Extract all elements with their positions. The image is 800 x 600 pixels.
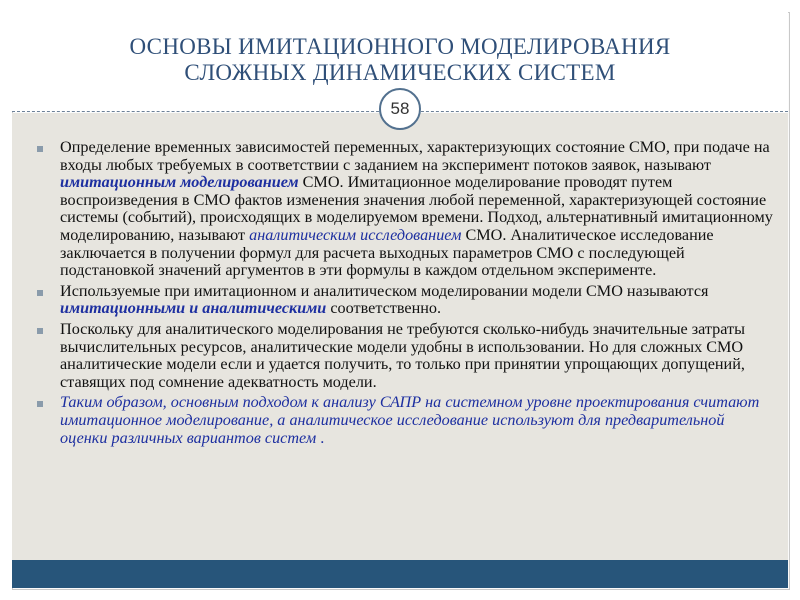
bullet-item-3	[34, 321, 774, 391]
bullet-1-text-c: СМО. Аналитическое исследование заключается в получении формул для расчета выходных параметров СМО с последующей подстановкой значений аргументов в эти формулы в каждом отдельном эксперименте.	[60, 225, 714, 280]
bullet-item-4	[34, 394, 774, 447]
footer-bar	[12, 560, 788, 588]
bullet-2-text-b: соответственно.	[326, 299, 442, 318]
bullet-item-2	[34, 283, 774, 318]
bullet-2-text-a: Используемые при имитационном и аналитическом моделировании модели СМО называются	[60, 281, 709, 300]
slide-title	[12, 34, 788, 86]
term-simulation-and-analytical: имитационными и аналитическими	[60, 299, 327, 318]
bullet-1-text-b: СМО. Имитационное моделирование проводят путем воспроизведения в СМО фактов изменения значения любой переменной, характеризующей состояние системы (событий), происходящих в моделируемом времени. Подход, альтернативный имитационному моделированию, называют	[60, 173, 773, 244]
content-panel	[12, 113, 788, 560]
term-analytical-research: аналитическим исследованием	[249, 225, 462, 244]
bullet-marker-icon	[37, 146, 43, 152]
title-line-1: ОСНОВЫ ИМИТАЦИОННОГО МОДЕЛИРОВАНИЯ	[129, 34, 671, 59]
bullet-4-tail: .	[316, 428, 325, 447]
bullet-4-text: Таким образом, основным подходом к анализу САПР на системном уровне проектирования считают имитационное моделирование, а аналитическое исследование используют для предварительной оценки различных вариантов систем	[60, 393, 760, 447]
bullet-1-text-a: Определение временных зависимостей переменных, характеризующих состояние СМО, при подаче на входы любых требуемых в соответствии с заданием на эксперимент потоков заявок, называют	[60, 138, 770, 174]
term-simulation-modeling: имитационным моделированием	[60, 173, 299, 192]
bullet-marker-icon	[37, 328, 43, 334]
bullet-3-text: Поскольку для аналитического моделирования не требуются сколько-нибудь значительные затраты вычислительных ресурсов, аналитические модели удобны в использовании. Но для сложных СМО аналитические модели если и удается получить, то только при принятии упрощающих допущений, ставящих под сомнение адекватность модели.	[60, 319, 745, 391]
bullet-marker-icon	[37, 290, 43, 296]
bullet-item-1	[34, 139, 774, 280]
bullet-list	[34, 139, 774, 450]
bullet-marker-icon	[37, 401, 43, 407]
slide-number-badge: 58	[379, 88, 421, 130]
title-line-2: СЛОЖНЫХ ДИНАМИЧЕСКИХ СИСТЕМ	[184, 60, 616, 85]
